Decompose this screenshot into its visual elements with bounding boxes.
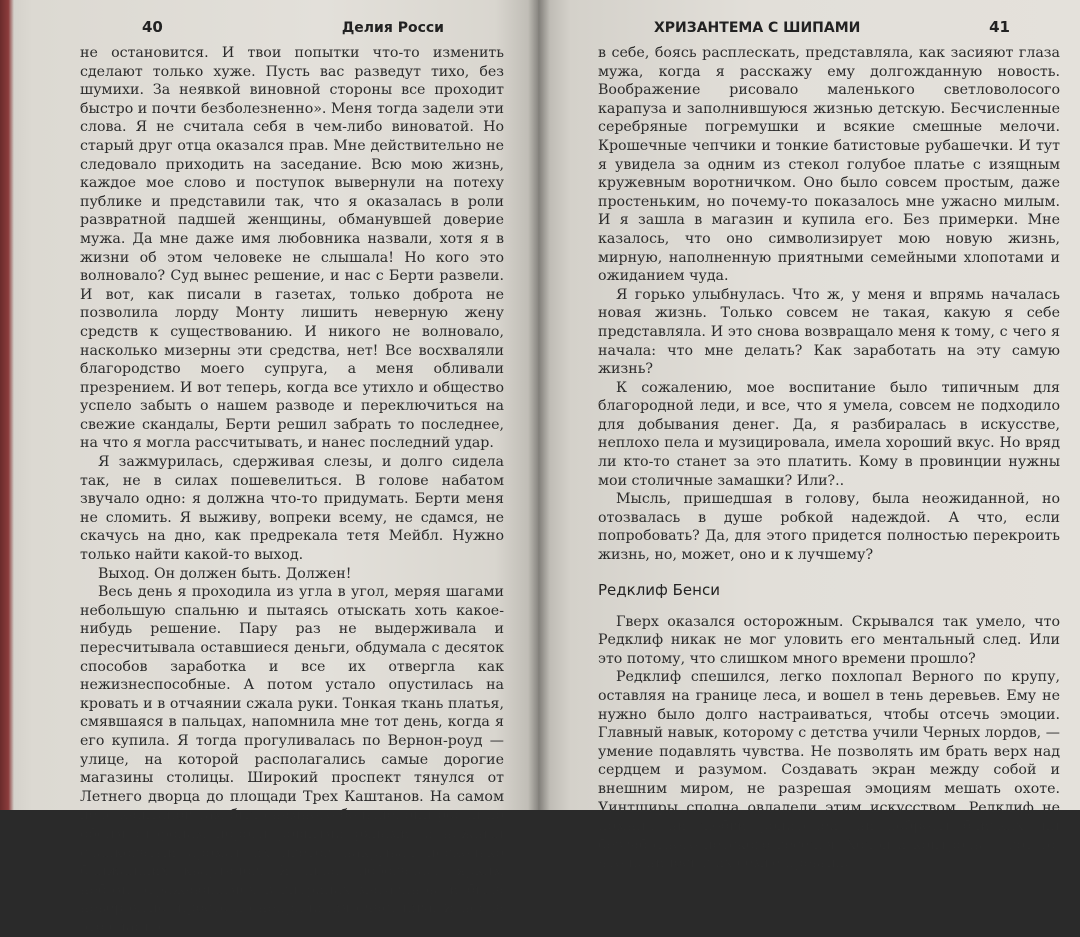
left-paragraph-2: Я зажмурилась, сдерживая слезы, и долго сидела так, не в силах пошевелиться. В голове набатом звучало одно: я должна что-то придумать. Берти меня не сломить. Я выживу, вопреки всему, не сдамся, не скачусь на дно, как предрекала тетя Мейбл. Нужно только найти какой-то выход. [80, 454, 504, 564]
right-page [538, 0, 1080, 872]
left-running-head [70, 18, 504, 44]
left-page [0, 0, 538, 935]
right-paragraph-3: К сожалению, мое воспитание было типичным для благородной леди, и все, что я умела, совсем не подходило для добывания денег. Да, я разбиралась в искусстве, неплохо пела и музицировала, имела хороший вкус. Но вряд ли кто-то станет за это платить. Кому в провинции нужны мои столичные замашки? Или?.. [598, 379, 1060, 489]
left-paragraph-1: не остановится. И твои попытки что-то изменить сделают только хуже. Пусть вас разведут тихо, без шумихи. За неявкой виновной стороны все проходит быстро и почти безболезненно». Меня тогда задели эти слова. Я не считала себя в чем-либо виноватой. Но старый друг отца оказался прав. Мне действительно не следовало приходить на заседание. Всю мою жизнь, каждое мое слово и поступок вывернули на потеху публике и представили так, что я оказалась в роли развратной падшей женщины, обманувшей доверие мужа. Да мне даже имя любовника назвали, хотя я в жизни об этом человеке не слышала! Но кого это волновало? Суд вынес решение, и нас с Берти развели. И вот, как писали в газетах, только доброта не позволила лорду Монту лишить неверную жену средств к существованию. И никого не волновало, насколько мизерны эти средства, нет! Все восхваляли благородство моего супруга, а меня обливали презрением. И вот теперь, когда все утихло и общество успело забыть о нашем разводе и переключиться на свежие скандалы, Берти решил забрать то последнее, на что я могла рассчитывать, и нанес последний удар. [80, 45, 504, 452]
right-paragraph-5: Гверх оказался осторожным. Скрывался так умело, что Редклиф никак не мог уловить его ментальный след. Или это потому, что слишком много времени прошло? [598, 613, 1060, 667]
left-page-number: 40 [142, 18, 163, 36]
book-cover-edge [0, 0, 14, 810]
left-paragraph-4: Весь день я проходила из угла в угол, меряя шагами небольшую спальню и пытаясь отыскать хоть какое-нибудь решение. Пару раз не выдерживала и пересчитывала оставшиеся деньги, обдумала с десяток способов заработка и все их отвергла как нежизнеспособные. А потом устало опустилась на кровать и в отчаянии сжала руки. Тонкая ткань платья, смявшаяся в пальцах, напомнила мне тот день, когда я его купила. Я тогда прогуливалась по Вернон-роуд — улице, на которой располагались самые дорогие магазины столицы. Широкий проспект тянулся от Летнего дворца до площади Трех Каштанов. На самом деле каштанов там было намного больше, они росли по обеим сторонам дороги ровными рядами, и нежный сладковатый аромат их цветов накрывал несколько ближайших кварталов. Я шла, любовалась ярким небом, отражающимся в витринах магазинов, и была невероятно, просто до неприличия счастлива. Я несла это счастье [80, 584, 504, 935]
left-running-head-title: Делия Росси [341, 20, 444, 36]
right-page-number: 41 [989, 18, 1010, 36]
right-paragraph-4: Мысль, пришедшая в голову, была неожиданной, но отозвалась в душе робкой надеждой. А что, если попробовать? Да, для этого придется полностью перекроить жизнь, но, может, оно и к лучшему? [598, 491, 1060, 564]
right-running-head-title: ХРИЗАНТЕМА С ШИПАМИ [654, 20, 861, 36]
section-heading: Редклиф Бенси [598, 580, 720, 599]
left-paragraph-3: Выход. Он должен быть. Должен! [98, 565, 352, 582]
right-paragraph-6: Редклиф спешился, легко похлопал Верного по крупу, оставляя на границе леса, и вошел в тень деревьев. Ему не нужно было долго настраиваться, чтобы отсечь эмоции. Главный навык, которому с детства учили Черных лордов, — умение подавлять чувства. Не позволять им брать верх над сердцем и разумом. Создавать экран между собой и внешним миром, не разрешая эмоциям мешать охоте. Уинтширы сполна овладели этим искусством. Редклиф не помнил ни любви родителей, ни доброты близких, ни беззаботного детского веселья. Холод и контроль — вот то, что ценилось в их семье превыше [598, 669, 1060, 872]
right-paragraph-2: Я горько улыбнулась. Что ж, у меня и впрямь началась новая жизнь. Только совсем не такая, какую я себе представляла. И это снова возвращало меня к тому, с чего я начала: что мне делать? Как заработать на эту самую жизнь? [598, 286, 1060, 378]
right-running-head [598, 18, 1060, 44]
right-paragraph-1: в себе, боясь расплескать, представляла, как засияют глаза мужа, когда я расскажу ему долгожданную новость. Воображение рисовало маленького светловолосого карапуза и заполнившуюся жизнью детскую. Бесчисленные серебряные погремушки и всякие смешные мелочи. Крошечные чепчики и тонкие батистовые рубашечки. И тут я увидела за одним из стекол голубое платье с изящным кружевным воротничком. Оно было совсем простым, даже простеньким, но почему-то показалось мне ужасно милым. И я зашла в магазин и купила его. Без примерки. Мне казалось, что оно символизирует мою новую жизнь, мирную, наполненную приятными семейными хлопотами и ожиданием чуда. [598, 45, 1060, 285]
